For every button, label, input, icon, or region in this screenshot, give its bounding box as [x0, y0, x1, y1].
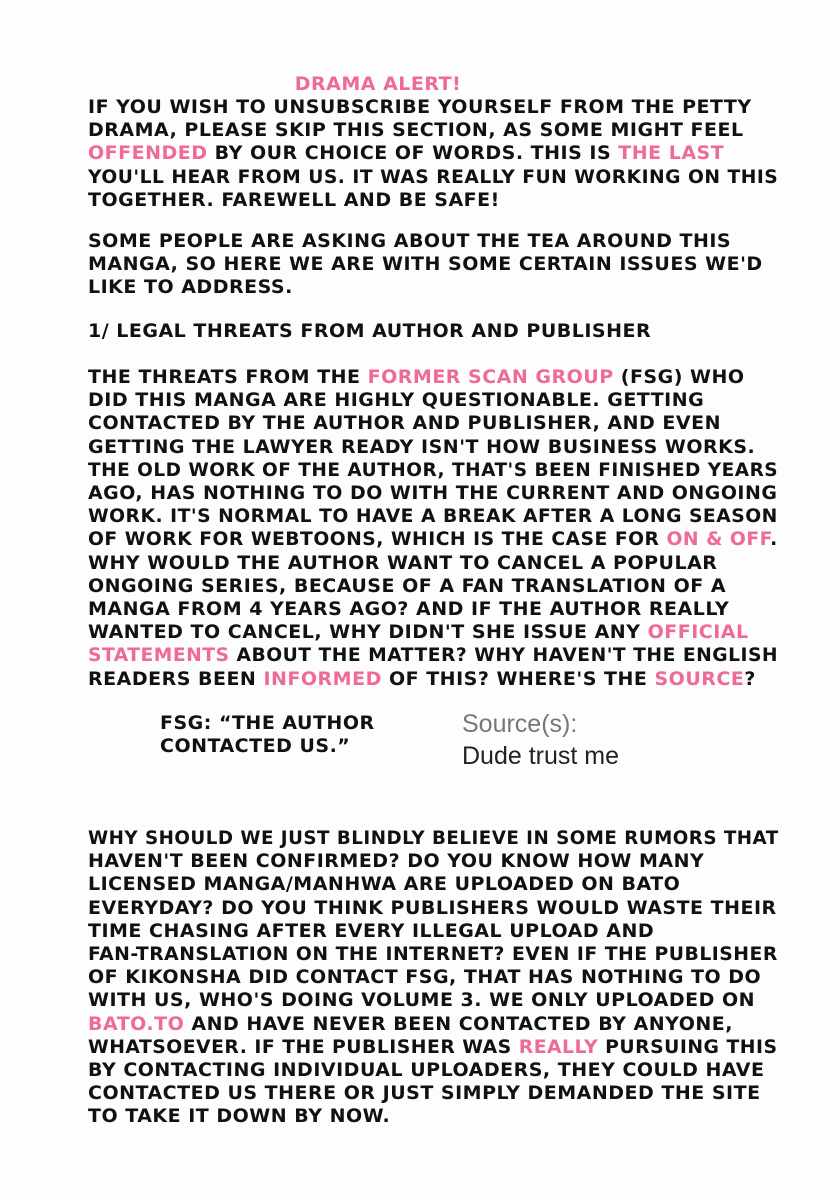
- text-line: MANGA FROM 4 YEARS AGO? AND IF THE AUTHOR REALLY: [88, 598, 730, 621]
- highlight-text: REALLY: [518, 1036, 599, 1058]
- threats-paragraph: [88, 366, 778, 691]
- text-line: WHY WOULD THE AUTHOR WANT TO CANCEL A POPULAR: [88, 551, 718, 574]
- highlight-text: FORMER SCAN GROUP: [367, 366, 614, 388]
- text-fragment: WANTED TO CANCEL, WHY DIDN'T SHE ISSUE ANY: [88, 621, 648, 644]
- page-title: DRAMA ALERT!: [294, 73, 462, 95]
- text-line: WHY SHOULD WE JUST BLINDLY BELIEVE IN SOME RUMORS THAT: [88, 828, 779, 849]
- text-fragment: AND HAVE NEVER BEEN CONTACTED BY ANYONE,: [184, 1012, 733, 1035]
- text-fragment: OF WORK FOR WEBTOONS, WHICH IS THE CASE FOR: [88, 529, 667, 551]
- text-line: [88, 621, 778, 644]
- text-line: [88, 142, 778, 165]
- text-line: OF KIKONSHA DID CONTACT FSG, THAT HAS NOTHING TO DO: [88, 966, 762, 989]
- text-line: [88, 528, 778, 551]
- text-line: [88, 366, 778, 389]
- text-fragment: READERS BEEN: [88, 667, 264, 690]
- text-line: EVERYDAY? DO YOU THINK PUBLISHERS WOULD WASTE THEIR: [88, 896, 777, 919]
- rumors-paragraph: [88, 827, 778, 1129]
- highlight-text: THE LAST: [618, 142, 725, 165]
- text-line: LICENSED MANGA/MANHWA ARE UPLOADED ON BATO: [88, 873, 681, 896]
- text-line: [88, 668, 778, 691]
- text-line: ONGOING SERIES, BECAUSE OF A FAN TRANSLATION OF A: [88, 574, 727, 597]
- tea-paragraph: [88, 230, 778, 300]
- text-line: WITH US, WHO'S DOING VOLUME 3. WE ONLY UPLOADED ON: [88, 989, 756, 1012]
- text-line: DRAMA, PLEASE SKIP THIS SECTION, AS SOME MIGHT FEEL: [88, 119, 744, 142]
- highlight-text: STATEMENTS: [88, 645, 230, 667]
- text-line: [88, 644, 778, 667]
- text-line: TOGETHER. FAREWELL AND BE SAFE!: [88, 188, 500, 211]
- text-line: [88, 1036, 778, 1059]
- text-line: BY CONTACTING INDIVIDUAL UPLOADERS, THEY COULD HAVE: [88, 1059, 765, 1082]
- quote-line: FSG: “THE AUTHOR: [160, 712, 375, 734]
- text-fragment: THE THREATS FROM THE: [88, 366, 368, 388]
- highlight-text: OFFENDED: [88, 142, 208, 165]
- highlight-text: ON & OFF: [666, 529, 771, 551]
- text-fragment: .: [770, 529, 778, 551]
- text-fragment: OF THIS? WHERE'S THE: [381, 667, 655, 690]
- fsg-quote: [160, 712, 420, 758]
- text-line: HAVEN'T BEEN CONFIRMED? DO YOU KNOW HOW MANY: [88, 850, 705, 873]
- highlight-text: INFORMED: [263, 667, 382, 690]
- text-line: TIME CHASING AFTER EVERY ILLEGAL UPLOAD AND: [88, 919, 655, 942]
- text-line: [88, 1013, 778, 1036]
- text-line: FAN-TRANSLATION ON THE INTERNET? EVEN IF THE PUBLISHER: [88, 944, 778, 966]
- text-fragment: ?: [744, 667, 756, 690]
- text-fragment: (FSG) WHO: [613, 366, 745, 388]
- quote-line: CONTACTED US.”: [160, 735, 351, 758]
- text-line: GETTING THE LAWYER READY ISN'T HOW BUSINESS WORKS.: [88, 435, 756, 458]
- section-heading: 1/ LEGAL THREATS FROM AUTHOR AND PUBLISHER: [88, 320, 652, 342]
- text-line: YOU'LL HEAR FROM US. IT WAS REALLY FUN WORKING ON THIS: [88, 166, 779, 188]
- text-line: LIKE TO ADDRESS.: [88, 276, 293, 299]
- text-line: IF YOU WISH TO UNSUBSCRIBE YOURSELF FROM THE PETTY: [88, 96, 752, 118]
- text-line: DID THIS MANGA ARE HIGHLY QUESTIONABLE. GETTING: [88, 389, 705, 412]
- text-line: MANGA, SO HERE WE ARE WITH SOME CERTAIN ISSUES WE'D: [88, 253, 763, 276]
- text-line: THE OLD WORK OF THE AUTHOR, THAT'S BEEN FINISHED YEARS: [88, 459, 779, 481]
- text-fragment: BY OUR CHOICE OF WORDS. THIS IS: [207, 142, 619, 165]
- text-fragment: PURSUING THIS: [598, 1036, 778, 1058]
- text-line: CONTACTED US THERE OR JUST SIMPLY DEMANDED THE SITE: [88, 1082, 761, 1105]
- source-meme: [462, 708, 619, 772]
- highlight-text: SOURCE: [654, 667, 745, 690]
- text-line: CONTACTED BY THE AUTHOR AND PUBLISHER, AND EVEN: [88, 412, 721, 435]
- text-fragment: ABOUT THE MATTER? WHY HAVEN'T THE ENGLISH: [229, 645, 779, 667]
- text-fragment: WHATSOEVER. IF THE PUBLISHER WAS: [88, 1036, 519, 1058]
- highlight-text: OFFICIAL: [647, 621, 749, 644]
- text-line: TO TAKE IT DOWN BY NOW.: [88, 1105, 391, 1128]
- source-value: Dude trust me: [462, 742, 620, 770]
- text-line: WORK. IT'S NORMAL TO HAVE A BREAK AFTER A LONG SEASON: [88, 506, 778, 528]
- source-label: Source(s):: [462, 710, 578, 738]
- text-line: AGO, HAS NOTHING TO DO WITH THE CURRENT AND ONGOING: [88, 482, 778, 505]
- highlight-text: BATO.TO: [88, 1012, 185, 1035]
- intro-paragraph: [88, 96, 778, 212]
- text-line: SOME PEOPLE ARE ASKING ABOUT THE TEA AROUND THIS: [88, 230, 732, 252]
